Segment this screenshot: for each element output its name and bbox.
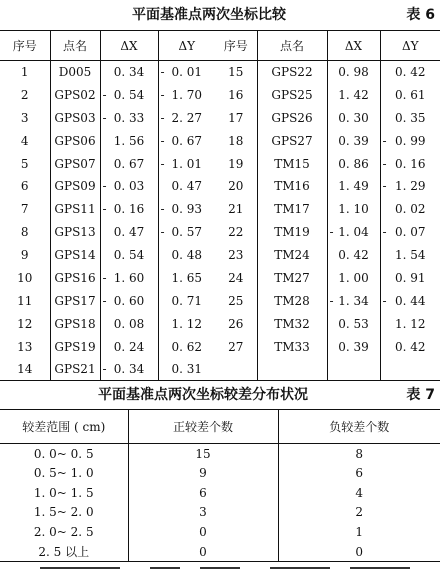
table6-cell: D005 <box>50 61 100 84</box>
table6-title: 平面基准点两次坐标比较 <box>132 7 286 23</box>
table7-cell: 2. 0~ 2. 5 <box>0 522 128 542</box>
table6-row <box>0 129 440 152</box>
table6-cell: - 0. 34 <box>100 358 158 381</box>
table6-cell: - 0. 16 <box>382 156 426 171</box>
table6-cell: 7 <box>0 198 50 221</box>
table6-cell: 0. 54 <box>100 244 158 267</box>
table6-cell: GPS26 <box>257 106 327 129</box>
table6-header-cell: ΔX <box>100 31 158 61</box>
table7-cell: 0. 0~ 0. 5 <box>0 444 128 464</box>
table6-cell: - 0. 33 <box>100 106 158 129</box>
table6-cell: 12 <box>0 312 50 335</box>
table6-cell: 16 <box>215 83 257 106</box>
table6-cell: - 0. 99 <box>382 133 426 148</box>
table6-cell: - 0. 01 <box>160 65 203 80</box>
table6-header-cell: 序号 <box>215 31 257 61</box>
table6-header-cell: ΔY <box>380 31 440 61</box>
negative-value: 0. 34 <box>113 362 145 377</box>
table7-cell: 9 <box>128 463 278 483</box>
negative-value: 0. 07 <box>394 225 426 240</box>
negative-value: 0. 93 <box>171 202 203 217</box>
table6-cell: - 0. 93 <box>160 202 203 217</box>
table6-cell <box>327 358 380 381</box>
table6-header-cell: ΔY <box>158 31 215 61</box>
table6-cell: 20 <box>215 175 257 198</box>
table6-cell: 2 <box>0 83 50 106</box>
table6-cell: 1. 12 <box>171 316 203 331</box>
table6-cell: GPS21 <box>50 358 100 381</box>
negative-value: 0. 54 <box>113 87 145 102</box>
table6-cell: 0. 24 <box>100 335 158 358</box>
table6-cell: 1. 42 <box>327 83 380 106</box>
table6-cell: GPS17 <box>50 289 100 312</box>
table6-cell: 19 <box>215 152 257 175</box>
negative-value: 0. 16 <box>394 156 426 171</box>
table6-cell: GPS13 <box>50 221 100 244</box>
table6-cell: GPS18 <box>50 312 100 335</box>
negative-value: 0. 03 <box>113 179 145 194</box>
table7-cell: 3 <box>128 503 278 523</box>
table6-cell: TM32 <box>257 312 327 335</box>
table6-body <box>0 61 440 381</box>
table6-cell: 0. 31 <box>158 358 215 381</box>
table6-cell: 0. 30 <box>327 106 380 129</box>
table7-cell: 0 <box>128 542 278 562</box>
table6-cell: GPS11 <box>50 198 100 221</box>
table6-cell: 17 <box>215 106 257 129</box>
table6-cell: 13 <box>0 335 50 358</box>
table6-cell: - 1. 01 <box>160 156 203 171</box>
table6-cell: - 1. 70 <box>160 87 203 102</box>
table6-cell: 8 <box>0 221 50 244</box>
table6-cell: TM16 <box>257 175 327 198</box>
table6-cell: GPS06 <box>50 129 100 152</box>
table6-cell: 24 <box>215 267 257 290</box>
table6-cell: GPS02 <box>50 83 100 106</box>
table6-number: 表 6 <box>406 7 435 23</box>
table6-cell: GPS25 <box>257 83 327 106</box>
table6-header-cell: 序号 <box>0 31 50 61</box>
table6-row <box>0 267 440 290</box>
table7-cell: 1. 5~ 2. 0 <box>0 503 128 523</box>
table6-cell: TM15 <box>257 152 327 175</box>
table6-row <box>0 312 440 335</box>
table6-cell: 0. 47 <box>171 179 203 194</box>
table6-cell: 4 <box>0 129 50 152</box>
table6-cell: 11 <box>0 289 50 312</box>
table6-cell: - 2. 27 <box>160 110 203 125</box>
table6-cell: 0. 08 <box>100 312 158 335</box>
negative-value: 0. 60 <box>113 293 145 308</box>
table6-cell: TM28 <box>257 289 327 312</box>
table6-cell: 18 <box>215 129 257 152</box>
table6-row <box>0 335 440 358</box>
table6-row <box>0 175 440 198</box>
table6-cell: 14 <box>0 358 50 381</box>
table7-row <box>0 522 440 542</box>
table6-cell: 0. 98 <box>327 61 380 84</box>
table6-cell: 1 <box>0 61 50 84</box>
table6-cell: GPS22 <box>257 61 327 84</box>
table7-row <box>0 503 440 523</box>
coordinate-comparison-table <box>0 30 440 381</box>
table6-row <box>0 152 440 175</box>
negative-value: 0. 01 <box>171 65 203 80</box>
negative-value: 2. 27 <box>171 110 203 125</box>
table6-cell: GPS14 <box>50 244 100 267</box>
table6-cell: 21 <box>215 198 257 221</box>
table6-cell: 1. 12 <box>394 316 426 331</box>
table6-header-cell: ΔX <box>327 31 380 61</box>
table6-cell: 1. 49 <box>327 175 380 198</box>
table6-cell: GPS03 <box>50 106 100 129</box>
table6-header-cell: 点名 <box>50 31 100 61</box>
negative-value: 0. 67 <box>171 133 203 148</box>
table7-number: 表 7 <box>406 387 435 403</box>
negative-value: 1. 01 <box>171 156 203 171</box>
negative-value: 0. 99 <box>394 133 426 148</box>
table6-cell: - 0. 57 <box>160 225 203 240</box>
table6-cell <box>380 358 440 381</box>
negative-value: 1. 34 <box>338 293 369 308</box>
table6-cell: GPS16 <box>50 267 100 290</box>
table7-row <box>0 542 440 562</box>
table6-cell: 0. 67 <box>100 152 158 175</box>
table6-cell: 25 <box>215 289 257 312</box>
table6-cell: 1. 10 <box>327 198 380 221</box>
negative-value: 1. 04 <box>338 225 369 240</box>
table6-cell: 6 <box>0 175 50 198</box>
table7-cell: 1. 0~ 1. 5 <box>0 483 128 503</box>
table6-cell: 1. 56 <box>100 129 158 152</box>
table7-cell: 6 <box>128 483 278 503</box>
table6-cell: 0. 48 <box>171 248 203 263</box>
table7-row <box>0 463 440 483</box>
table6-cell: GPS09 <box>50 175 100 198</box>
table7-header-cell: 正较差个数 <box>128 410 278 444</box>
table6-caption <box>0 2 445 28</box>
negative-value: 1. 70 <box>171 87 203 102</box>
table6-cell: 0. 61 <box>394 87 426 102</box>
table6-cell: 0. 86 <box>327 152 380 175</box>
table6-cell: TM27 <box>257 267 327 290</box>
next-page-cutoff <box>0 560 445 574</box>
table6-cell: 26 <box>215 312 257 335</box>
table7-body <box>0 444 440 562</box>
table6-cell: 27 <box>215 335 257 358</box>
table6-cell: 10 <box>0 267 50 290</box>
negative-value: 0. 44 <box>394 293 426 308</box>
difference-distribution-table <box>0 409 440 562</box>
table6-cell: GPS27 <box>257 129 327 152</box>
table6-cell: - 0. 44 <box>382 293 426 308</box>
table6-cell: 0. 39 <box>327 129 380 152</box>
table7-cell: 0 <box>128 522 278 542</box>
table6-cell: TM17 <box>257 198 327 221</box>
table7-row <box>0 444 440 464</box>
table6-cell: TM33 <box>257 335 327 358</box>
table6-cell: 15 <box>215 61 257 84</box>
negative-value: 1. 60 <box>113 270 145 285</box>
table6-cell: - 0. 67 <box>160 133 203 148</box>
table6-cell: 3 <box>0 106 50 129</box>
negative-value: 0. 16 <box>113 202 145 217</box>
table6-cell: GPS19 <box>50 335 100 358</box>
table6-cell: - 0. 07 <box>382 225 426 240</box>
table6-cell: TM19 <box>257 221 327 244</box>
table6-cell: 0. 42 <box>394 65 426 80</box>
table6-cell: 0. 42 <box>394 339 426 354</box>
table6-cell: 0. 47 <box>100 221 158 244</box>
table7-cell: 4 <box>355 485 364 500</box>
table6-header-cell: 点名 <box>257 31 327 61</box>
table7-caption <box>0 382 445 408</box>
table6-cell: 0. 42 <box>327 244 380 267</box>
table7-cell: 8 <box>355 446 364 461</box>
table6-row <box>0 244 440 267</box>
table6-cell: - 1. 60 <box>100 267 158 290</box>
table6-row <box>0 61 440 84</box>
negative-value: 1. 29 <box>394 179 426 194</box>
table6-cell: 22 <box>215 221 257 244</box>
table6-row <box>0 83 440 106</box>
table6-cell: 9 <box>0 244 50 267</box>
table6-cell: GPS07 <box>50 152 100 175</box>
table6-cell: 0. 62 <box>171 339 203 354</box>
negative-value: 0. 57 <box>171 225 203 240</box>
table6-cell: - 1. 34 <box>327 289 380 312</box>
table7-header-row <box>0 410 440 444</box>
table6-cell: - 0. 54 <box>100 83 158 106</box>
table6-cell: 0. 35 <box>394 110 426 125</box>
table6-cell: 0. 39 <box>327 335 380 358</box>
table6-cell: 23 <box>215 244 257 267</box>
table7-cell: 15 <box>128 444 278 464</box>
table7-cell: 2. 5 以上 <box>0 542 128 562</box>
table6-row <box>0 289 440 312</box>
table7-row <box>0 483 440 503</box>
table6-cell: - 1. 04 <box>327 221 380 244</box>
table6-cell: 0. 91 <box>394 270 426 285</box>
table6-cell: 1. 54 <box>394 248 426 263</box>
table6-cell: 0. 53 <box>327 312 380 335</box>
table6-cell: - 0. 03 <box>100 175 158 198</box>
table7-title: 平面基准点两次坐标较差分布状况 <box>98 387 308 403</box>
table6-row <box>0 198 440 221</box>
table7-cell: 2 <box>355 505 364 520</box>
table7-header-cell: 较差范围 ( cm) <box>0 410 128 444</box>
table6-cell: - 1. 29 <box>382 179 426 194</box>
table6-row <box>0 221 440 244</box>
table7-cell: 0 <box>278 542 440 562</box>
table6-cell: - 0. 16 <box>100 198 158 221</box>
table6-cell: 0. 34 <box>100 61 158 84</box>
table6-cell: 1. 00 <box>327 267 380 290</box>
table6-header-row <box>0 31 440 61</box>
table6-cell <box>257 358 327 381</box>
table6-row <box>0 358 440 381</box>
negative-value: 0. 33 <box>113 110 145 125</box>
table6-cell: 1. 65 <box>171 270 203 285</box>
table6-cell: 0. 02 <box>394 202 426 217</box>
table6-cell: - 0. 60 <box>100 289 158 312</box>
table6-cell: 5 <box>0 152 50 175</box>
table7-header-cell: 负较差个数 <box>278 410 440 444</box>
table7-cell: 1 <box>355 525 364 540</box>
table6-cell: TM24 <box>257 244 327 267</box>
table7-cell: 6 <box>355 466 364 481</box>
table6-cell: 0. 71 <box>171 293 203 308</box>
table6-row <box>0 106 440 129</box>
table7-cell: 0. 5~ 1. 0 <box>0 463 128 483</box>
table6-cell <box>215 358 257 381</box>
